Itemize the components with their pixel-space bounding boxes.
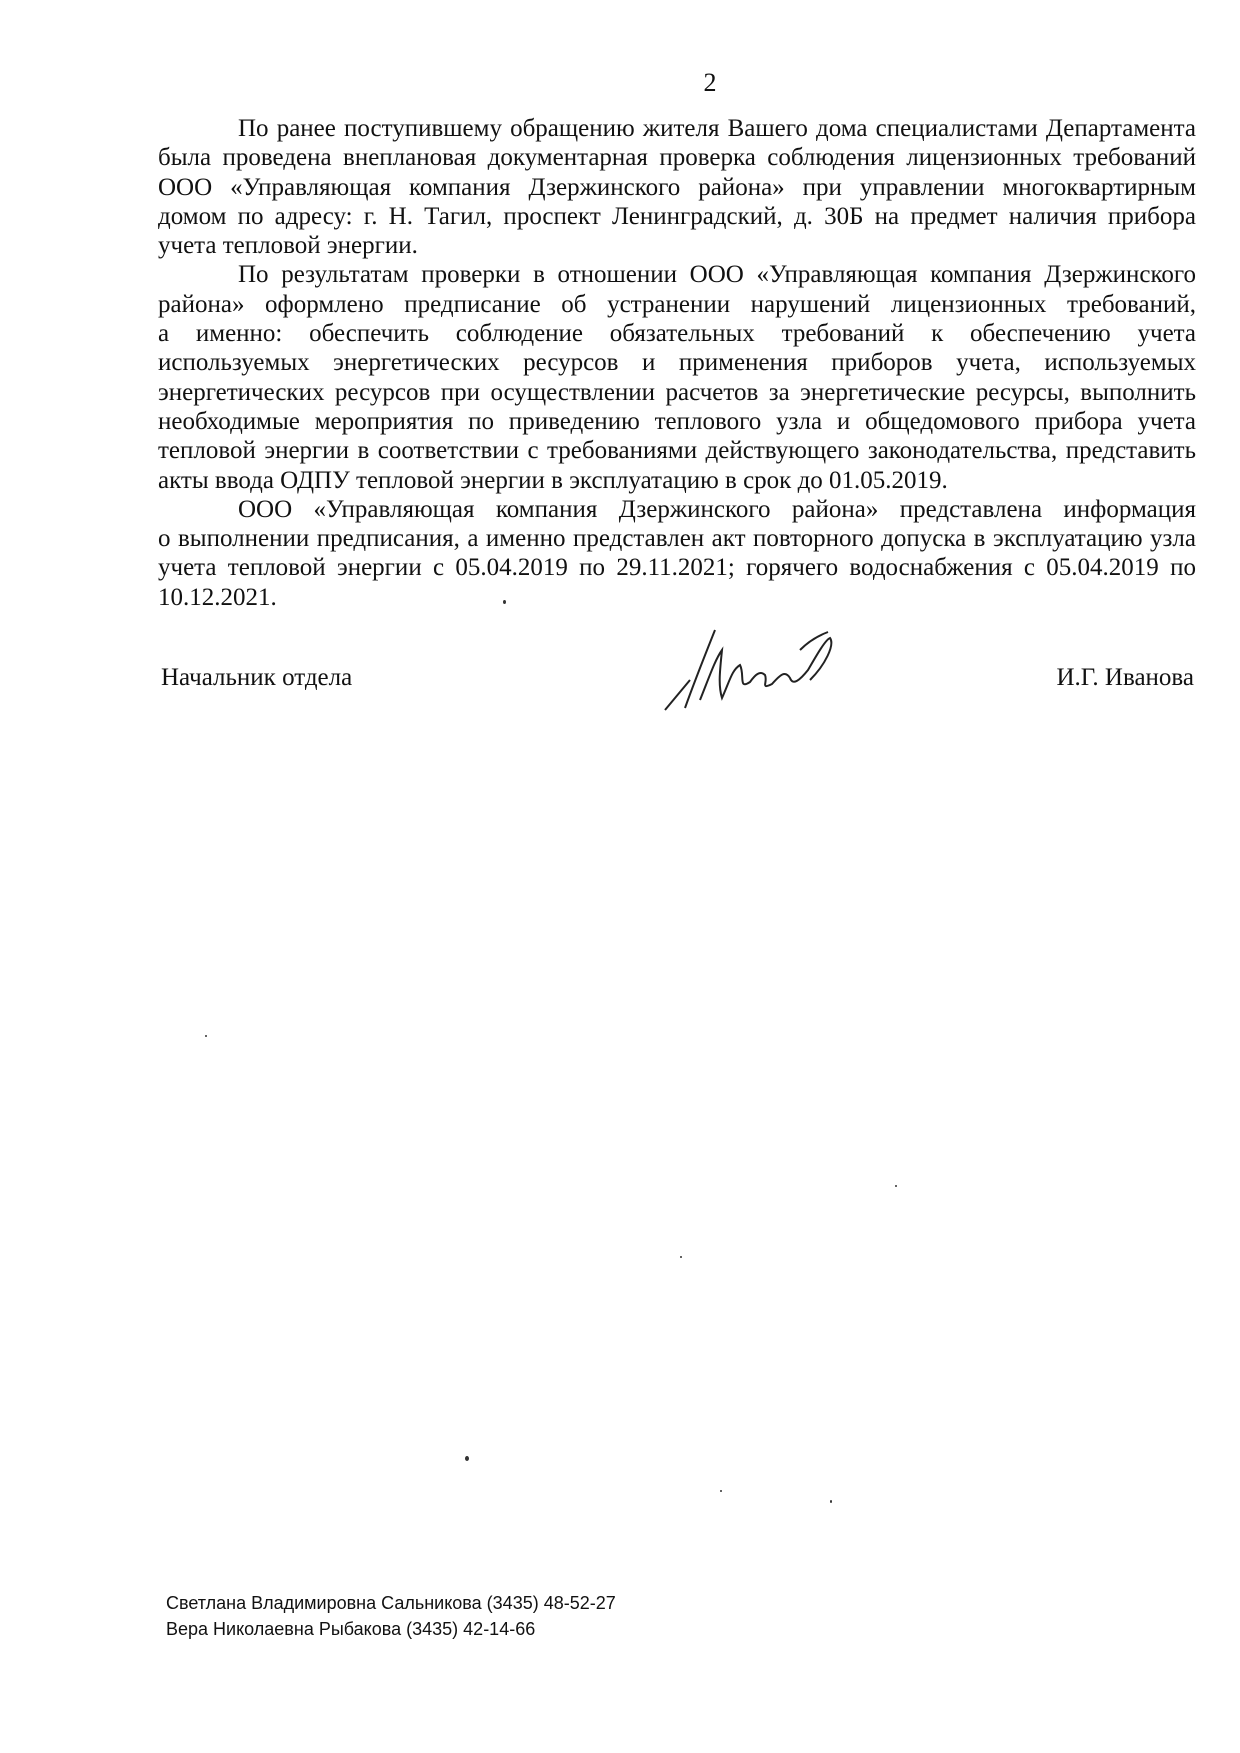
paragraph-line: была проведена внеплановая документарная проверка соблюдения лицензионных требований	[158, 144, 1196, 172]
scan-speck	[503, 600, 506, 604]
paragraph-line: района» оформлено предписание об устранении нарушений лицензионных требований,	[158, 290, 1196, 318]
paragraph-line: а именно: обеспечить соблюдение обязательных требований к обеспечению учета	[158, 320, 1196, 348]
signer-title: Начальник отдела	[161, 664, 353, 691]
signer-name: И.Г. Иванова	[1056, 664, 1194, 691]
paragraph-line: акты ввода ОДПУ тепловой энергии в эксплуатацию в срок до 01.05.2019.	[158, 466, 948, 494]
scan-speck	[895, 1185, 897, 1187]
paragraph-line: учета тепловой энергии.	[158, 232, 418, 260]
document-body	[158, 114, 1196, 612]
scan-speck	[680, 1256, 682, 1258]
contact-line: Светлана Владимировна Сальникова (3435) 48-52-27	[166, 1593, 616, 1613]
scan-speck	[465, 1456, 469, 1461]
paragraph-line: используемых энергетических ресурсов и применения приборов учета, используемых	[158, 349, 1196, 377]
handwritten-signature	[660, 620, 850, 715]
scan-speck	[720, 1490, 722, 1492]
page-number: 2	[703, 68, 717, 97]
paragraph-line: 10.12.2021.	[158, 583, 277, 611]
paragraph-line: учета тепловой энергии с 05.04.2019 по 29.11.2021; горячего водоснабжения с 05.04.2019 по	[158, 554, 1196, 582]
paragraph-line: ООО «Управляющая компания Дзержинского района» представлена информация	[238, 495, 1196, 523]
paragraph-line: о выполнении предписания, а именно представлен акт повторного допуска в эксплуатацию узла	[158, 525, 1196, 553]
paragraph-line: энергетических ресурсов при осуществлении расчетов за энергетические ресурсы, выполнить	[158, 378, 1196, 406]
contact-line: Вера Николаевна Рыбакова (3435) 42-14-66	[166, 1619, 536, 1639]
paragraph-line: домом по адресу: г. Н. Тагил, проспект Ленинградский, д. 30Б на предмет наличия прибора	[158, 202, 1196, 230]
contacts	[166, 1590, 616, 1642]
paragraph-line: тепловой энергии в соответствии с требованиями действующего законодательства, представить	[158, 437, 1196, 465]
scan-speck	[830, 1500, 832, 1503]
paragraph-line: По результатам проверки в отношении ООО «Управляющая компания Дзержинского	[238, 261, 1196, 289]
paragraph-line: По ранее поступившему обращению жителя Вашего дома специалистами Департамента	[238, 115, 1196, 142]
scan-speck	[205, 1035, 207, 1037]
paragraph-line: необходимые мероприятия по приведению теплового узла и общедомового прибора учета	[158, 407, 1196, 435]
paragraph-line: ООО «Управляющая компания Дзержинского района» при управлении многоквартирным	[158, 173, 1196, 201]
